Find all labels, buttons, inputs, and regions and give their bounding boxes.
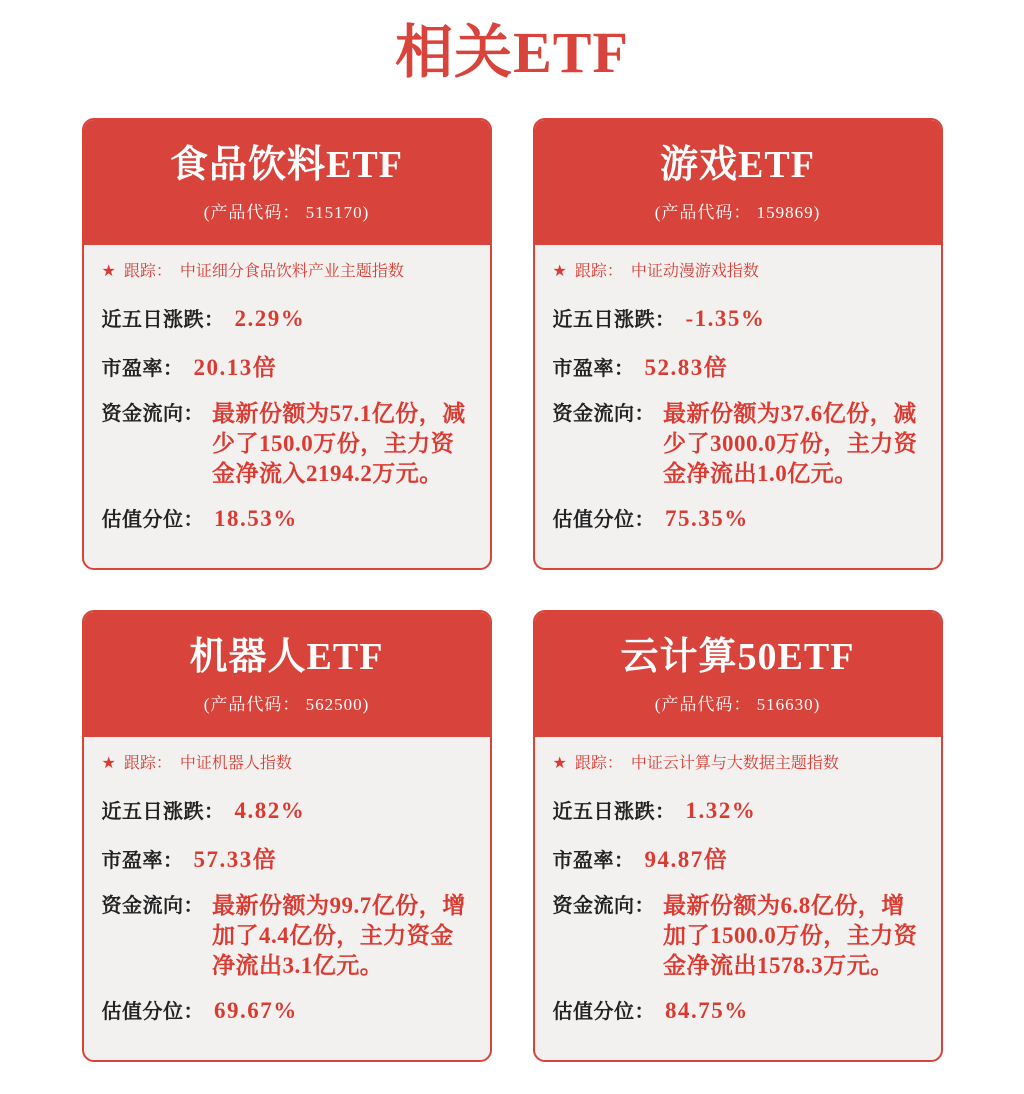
etf-name: 食品饮料ETF — [170, 144, 403, 186]
tracking-label: 跟踪： — [123, 263, 172, 280]
change5d-value: 2.29% — [234, 306, 306, 331]
valuation-label: 估值分位： — [552, 1001, 655, 1023]
fund-flow-value: 最新份额为99.7亿份，增加了4.4亿份，主力资金净流出3.1亿元。 — [212, 893, 466, 978]
etf-name: 机器人ETF — [189, 636, 384, 678]
card-header — [84, 612, 490, 737]
fund-flow-row — [553, 891, 923, 981]
fund-flow-value: 最新份额为57.1亿份，减少了150.0万份，主力资金净流入2194.2万元。 — [212, 401, 466, 486]
change5d-row — [102, 795, 472, 824]
pe-label: 市盈率： — [101, 850, 184, 872]
pe-row — [553, 841, 923, 874]
change5d-value: 1.32% — [685, 798, 757, 823]
tracking-index-row — [553, 753, 923, 775]
card-body — [84, 737, 490, 1060]
star-icon: ★ — [552, 263, 567, 280]
etf-name: 游戏ETF — [660, 144, 815, 186]
change5d-value: 4.82% — [234, 798, 306, 823]
pe-label: 市盈率： — [101, 358, 184, 380]
change5d-label: 近五日涨跌： — [552, 309, 676, 331]
card-header — [535, 612, 941, 737]
change5d-label: 近五日涨跌： — [552, 801, 676, 823]
pe-value: 94.87倍 — [644, 847, 729, 872]
fund-flow-label: 资金流向： — [101, 403, 204, 425]
fund-flow-row — [553, 399, 923, 489]
pe-row — [102, 841, 472, 874]
valuation-row — [553, 995, 923, 1024]
change5d-value: -1.35% — [685, 306, 766, 331]
fund-flow-value: 最新份额为6.8亿份，增加了1500.0万份，主力资金净流出1578.3万元。 — [663, 893, 918, 978]
valuation-value: 84.75% — [665, 998, 749, 1023]
pe-label: 市盈率： — [552, 850, 635, 872]
valuation-label: 估值分位： — [552, 509, 655, 531]
etf-card-food-beverage — [82, 118, 492, 570]
change5d-label: 近五日涨跌： — [101, 801, 225, 823]
star-icon: ★ — [552, 755, 567, 772]
tracking-index-row — [102, 753, 472, 775]
change5d-row — [553, 795, 923, 824]
tracking-index-name: 中证细分食品饮料产业主题指数 — [179, 263, 404, 280]
tracking-index-row — [553, 261, 923, 283]
star-icon: ★ — [101, 263, 116, 280]
fund-flow-label: 资金流向： — [101, 895, 204, 917]
pe-value: 52.83倍 — [644, 355, 729, 380]
valuation-row — [102, 995, 472, 1024]
valuation-label: 估值分位： — [101, 509, 204, 531]
valuation-value: 18.53% — [214, 506, 298, 531]
etf-card-gaming — [533, 118, 943, 570]
change5d-row — [102, 303, 472, 332]
valuation-row — [553, 503, 923, 532]
page-title: 相关ETF — [395, 20, 629, 85]
pe-label: 市盈率： — [552, 358, 635, 380]
etf-product-code: (产品代码： 516630) — [654, 695, 821, 714]
etf-product-code: (产品代码： 159869) — [654, 203, 821, 222]
change5d-row — [553, 303, 923, 332]
tracking-label: 跟踪： — [574, 263, 623, 280]
etf-card-grid — [82, 118, 943, 1062]
change5d-label: 近五日涨跌： — [101, 309, 225, 331]
card-body — [535, 245, 941, 568]
tracking-index-row — [102, 261, 472, 283]
fund-flow-row — [102, 399, 472, 489]
tracking-index-name: 中证云计算与大数据主题指数 — [630, 755, 839, 772]
pe-value: 57.33倍 — [193, 847, 278, 872]
valuation-label: 估值分位： — [101, 1001, 204, 1023]
pe-value: 20.13倍 — [193, 355, 278, 380]
star-icon: ★ — [101, 755, 116, 772]
valuation-value: 69.67% — [214, 998, 298, 1023]
valuation-value: 75.35% — [665, 506, 749, 531]
card-body — [84, 245, 490, 568]
fund-flow-value: 最新份额为37.6亿份，减少了3000.0万份，主力资金净流出1.0亿元。 — [663, 401, 918, 486]
card-header — [84, 120, 490, 245]
tracking-index-name: 中证机器人指数 — [179, 755, 292, 772]
etf-name: 云计算50ETF — [620, 636, 855, 678]
card-body — [535, 737, 941, 1060]
fund-flow-row — [102, 891, 472, 981]
etf-card-robot — [82, 610, 492, 1062]
tracking-label: 跟踪： — [574, 755, 623, 772]
valuation-row — [102, 503, 472, 532]
etf-product-code: (产品代码： 515170) — [203, 203, 370, 222]
etf-card-cloud-computing — [533, 610, 943, 1062]
etf-product-code: (产品代码： 562500) — [203, 695, 370, 714]
pe-row — [102, 349, 472, 382]
tracking-index-name: 中证动漫游戏指数 — [630, 263, 759, 280]
tracking-label: 跟踪： — [123, 755, 172, 772]
fund-flow-label: 资金流向： — [552, 403, 655, 425]
card-header — [535, 120, 941, 245]
fund-flow-label: 资金流向： — [552, 895, 655, 917]
pe-row — [553, 349, 923, 382]
